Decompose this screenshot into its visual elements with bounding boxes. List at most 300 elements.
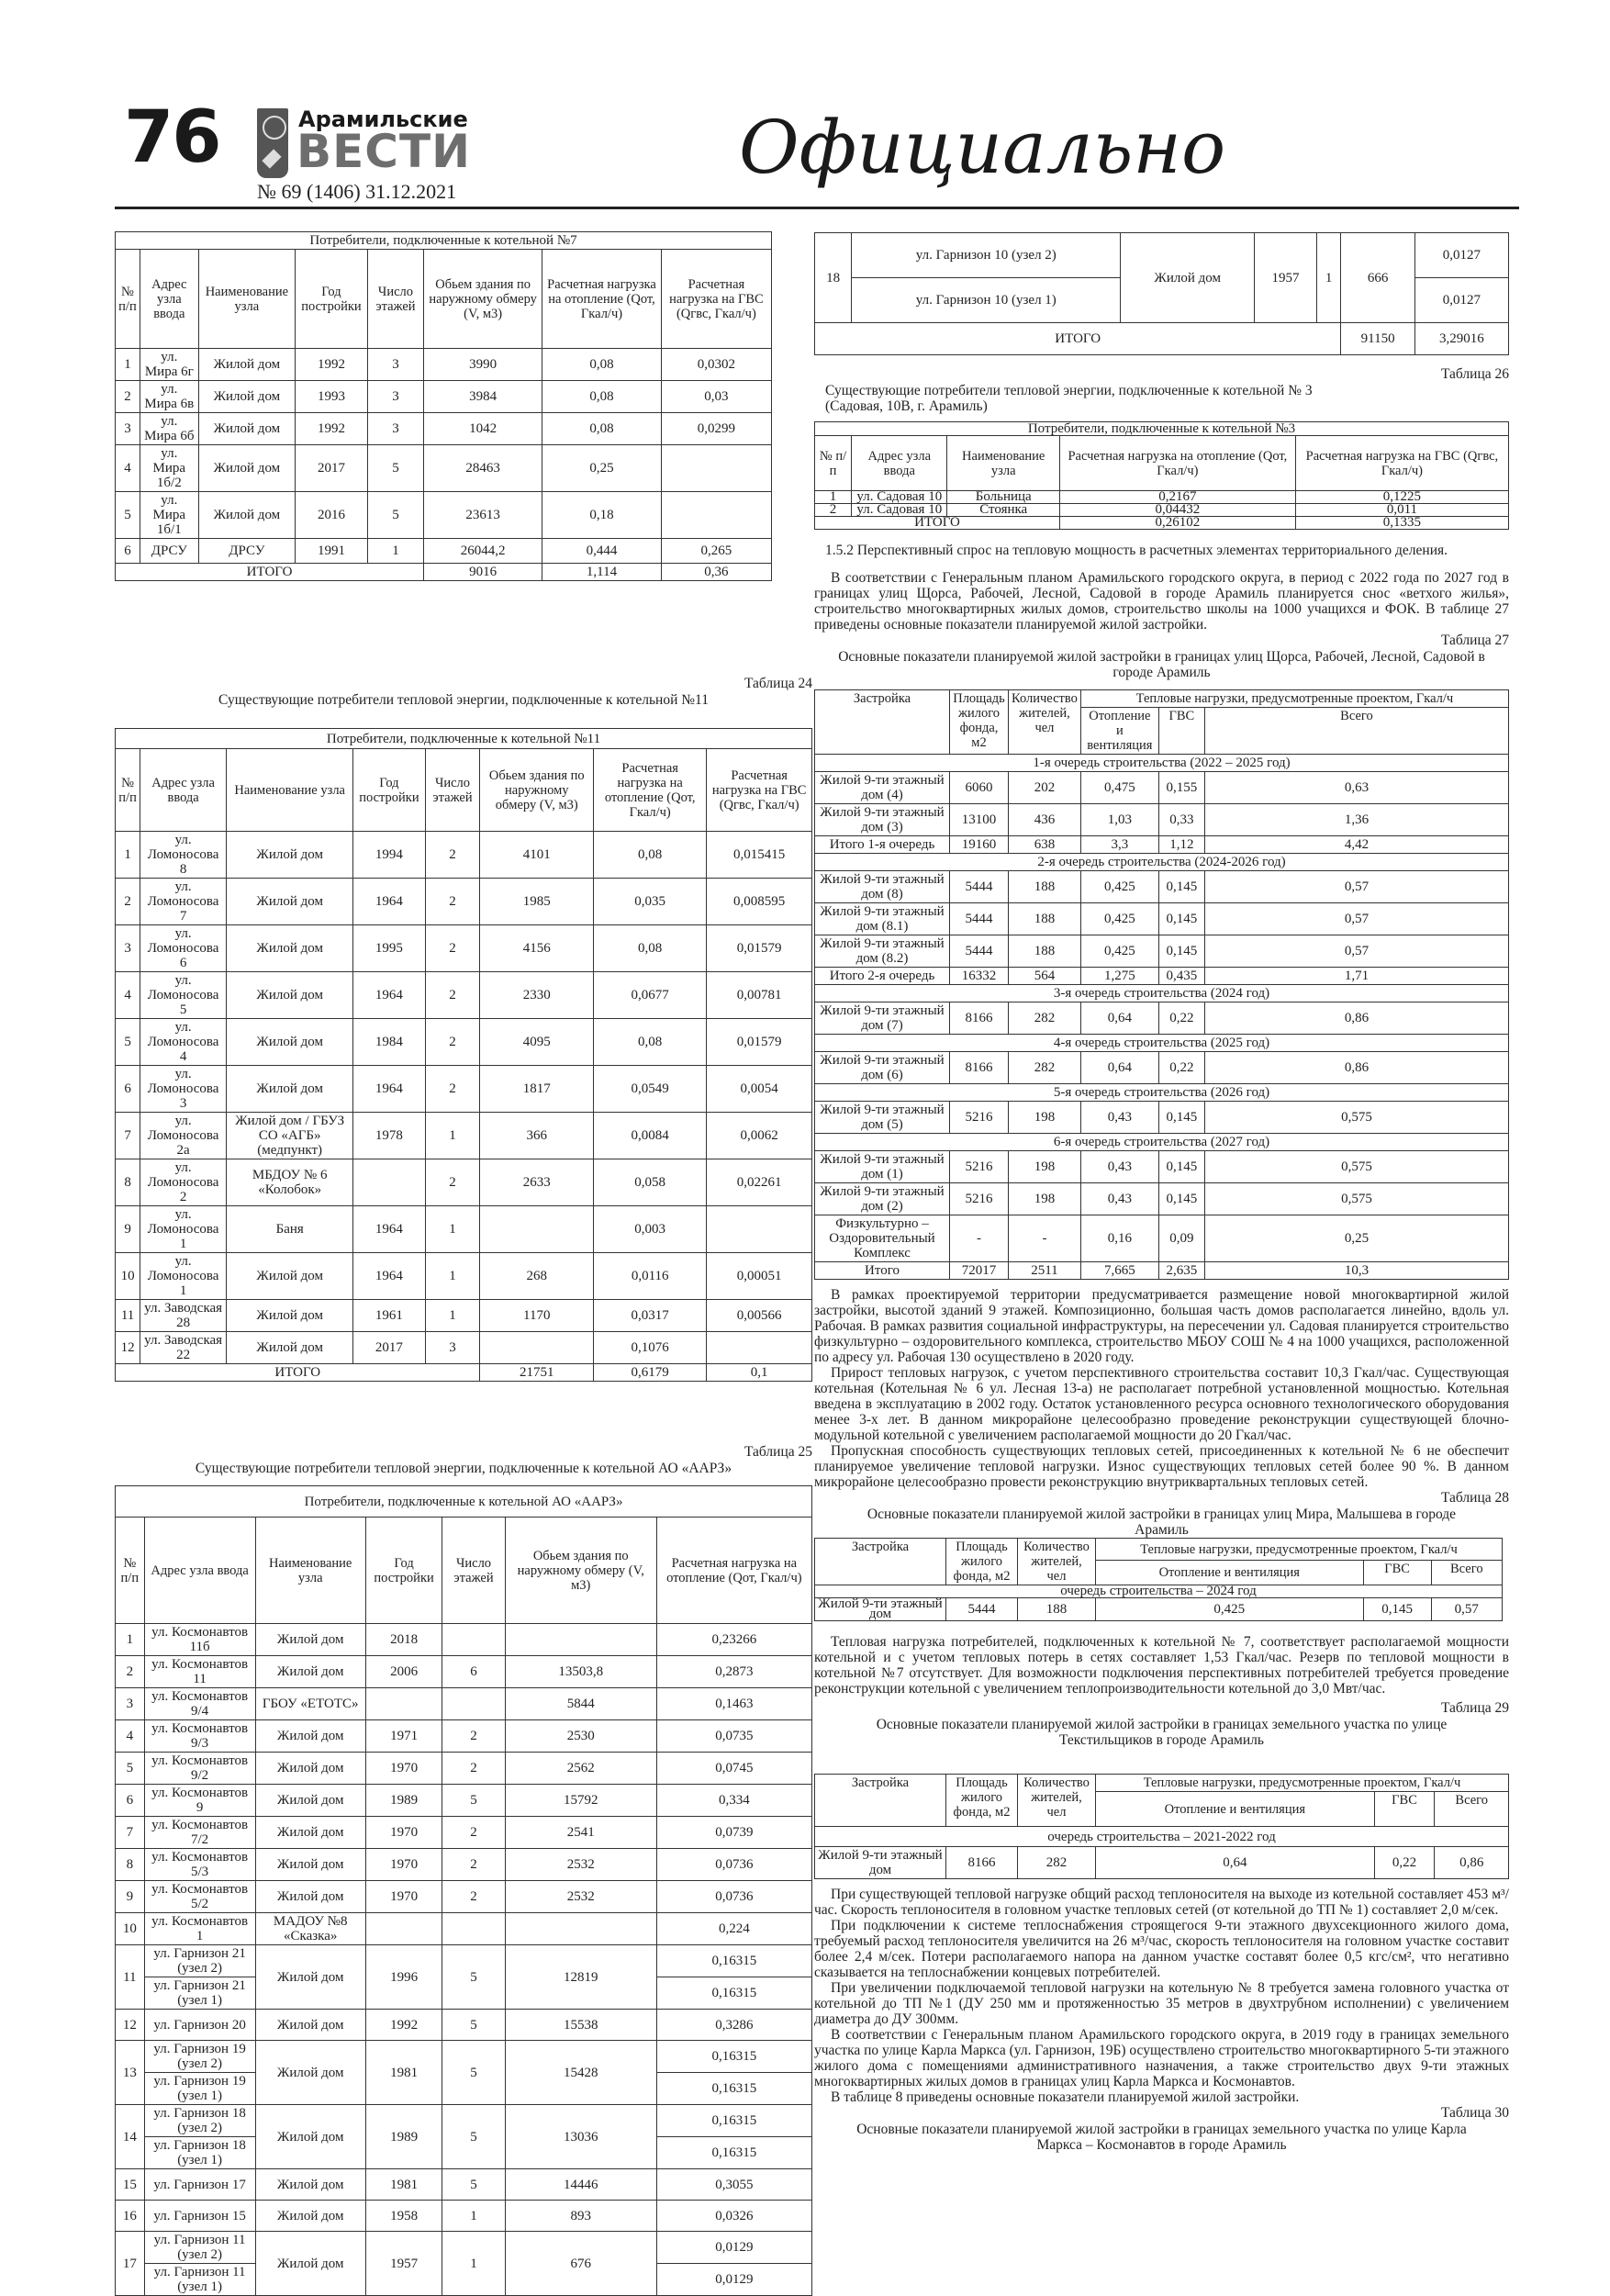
table-cell: 0,57 — [1431, 1598, 1502, 1621]
volume-cell: 13503,8 — [505, 1656, 656, 1688]
table-cell: 0,575 — [1204, 1102, 1508, 1134]
table-cell: 0,00051 — [707, 1253, 812, 1300]
table-cell: 2 — [425, 879, 480, 925]
table-cell: 0,18 — [542, 492, 662, 539]
table-cell: 4 — [116, 445, 140, 492]
table-cell: Жилой дом — [227, 1019, 353, 1066]
header-total: Всего — [1435, 1792, 1509, 1827]
paragraph: При подключении к системе теплоснабжения строящегося 9-ти этажного двухсекционного жилого дома, требуемый расход теплоносителя увеличится на 26 м³/час, скорость теплоносителя на головном участке составит более 2,4 м/сек. Потери располагаемого напора на данном участке составят более 0,5 кгс/см², что негативно сказывается на теплоснабжении концевых потребителей. — [814, 1918, 1509, 1980]
year-cell: 1992 — [365, 2010, 442, 2041]
table-cell: 16332 — [950, 968, 1009, 985]
table-cell: 0,57 — [1204, 903, 1508, 935]
table-title: Потребители, подключенные к котельной №11 — [116, 729, 812, 749]
heating-load-cell: 0,16315 — [656, 1977, 811, 2010]
floors-cell: 5 — [442, 2010, 506, 2041]
table-cell: ул. Ломоносова 7 — [140, 879, 227, 925]
table-caption: Основные показатели планируемой жилой застройки в границах земельного участка по улице Текстильщиков в городе Арамиль — [876, 1717, 1448, 1748]
volume-cell — [505, 1624, 656, 1656]
table-cell: ул. Ломоносова 5 — [140, 972, 227, 1019]
table-cell: 3 — [367, 349, 423, 381]
table-row — [116, 445, 772, 492]
table-cell: ул. Ломоносова 2 — [140, 1159, 227, 1206]
address-cell: ул. Космонавтов 5/2 — [144, 1881, 255, 1913]
table-cell: 0,43 — [1080, 1183, 1158, 1215]
issue-info: № 69 (1406) 31.12.2021 — [257, 180, 457, 203]
table-cell: 1042 — [424, 413, 542, 445]
table-cell: 2 — [425, 832, 480, 879]
address-cell: ул. Гарнизон 11 (узел 2) — [144, 2232, 255, 2264]
row-number: 1 — [116, 1624, 145, 1656]
table-cell: ул. Заводская 28 — [140, 1300, 227, 1332]
table-cell: 8166 — [946, 1847, 1018, 1879]
table-cell: 198 — [1009, 1102, 1081, 1134]
column-header: Наименование узла — [227, 749, 353, 832]
floors-cell: 5 — [442, 2105, 506, 2169]
table-cell: 0,0054 — [707, 1066, 812, 1113]
table-cell: 198 — [1009, 1183, 1081, 1215]
table-cell: 638 — [1009, 836, 1081, 854]
table-caption: Основные показатели планируемой жилой застройки в границах улиц Мира, Малышева в городе Арамиль — [866, 1506, 1457, 1538]
paragraph: В соответствии с Генеральным планом Арамильского городского округа, в период с 2022 года по 2027 год в границах улиц Щорса, Рабочей, Лесной, Садовой в городе Арамиль планируется снос «ветхого жилья», строительство многоквартирных жилых домов, строительство школы на 1000 учащихся и ФОК. В таблице 27 приведены основные показатели планируемой жилой застройки. — [814, 570, 1509, 633]
row-number: 7 — [116, 1817, 145, 1849]
year-cell: 1996 — [365, 1945, 442, 2010]
volume-cell: 15428 — [505, 2041, 656, 2105]
table-row — [815, 1215, 1509, 1262]
row-number: 2 — [116, 1656, 145, 1688]
table-cell: 5 — [116, 492, 140, 539]
table-cell: ул. Ломоносова 1 — [140, 1206, 227, 1253]
column-header: Год постройки — [296, 250, 368, 349]
table-cell: 11 — [116, 1300, 140, 1332]
table-cell: 8 — [116, 1159, 140, 1206]
table-row — [815, 968, 1509, 985]
table-cell: 1 — [815, 491, 852, 504]
table-cell: Жилой 9-ти этажный дом (8) — [815, 871, 950, 903]
table-cell: 3,3 — [1080, 836, 1158, 854]
table-cell: 0,01579 — [707, 1019, 812, 1066]
table-cell: 0,22 — [1158, 1052, 1204, 1084]
header-total: Всего — [1431, 1561, 1502, 1585]
table-28 — [814, 1538, 1503, 1621]
heating-load-cell: 0,3055 — [656, 2169, 811, 2201]
node-name-cell: Жилой дом — [255, 1753, 365, 1785]
table-cell: 7 — [116, 1113, 140, 1159]
header-area: Площадь жилого фонда, м2 — [946, 1539, 1018, 1585]
address-cell: ул. Гарнизон 21 (узел 2) — [144, 1945, 255, 1977]
table-row — [116, 349, 772, 381]
node-name-cell: Жилой дом — [255, 1817, 365, 1849]
table-cell: 0,155 — [1158, 772, 1204, 804]
table-cell: 0,02261 — [707, 1159, 812, 1206]
table-cell: Жилой 9-ти этажный дом (4) — [815, 772, 950, 804]
table-cell: Жилой дом — [198, 349, 295, 381]
header-area: Площадь жилого фонда, м2 — [946, 1775, 1018, 1827]
table-cell: 2 — [425, 972, 480, 1019]
table-cell: 0,1225 — [1295, 491, 1508, 504]
floors-cell: 2 — [442, 1817, 506, 1849]
table-cell: Жилой 9-ти этажный дом (5) — [815, 1102, 950, 1134]
table-cell: 0,64 — [1080, 1052, 1158, 1084]
column-header: Число этажей — [442, 1518, 506, 1624]
table-cell: 0,64 — [1080, 1002, 1158, 1035]
floors-cell: 6 — [442, 1656, 506, 1688]
table-cell: 0,00566 — [707, 1300, 812, 1332]
table-cell: 0,145 — [1158, 1151, 1204, 1183]
table-cell: 4 — [116, 972, 140, 1019]
table-cell: Жилой дом — [227, 1332, 353, 1364]
table-row — [116, 1159, 812, 1206]
column-header: Адрес узла ввода — [140, 250, 198, 349]
heating-load-cell: 0,0127 — [1414, 233, 1508, 278]
table-row — [815, 772, 1509, 804]
total-gvs: 0,36 — [661, 564, 771, 581]
total-heating: 0,6179 — [594, 1364, 707, 1382]
table-cell: 2016 — [296, 492, 368, 539]
page-number: 76 — [124, 96, 220, 179]
table-cell: 282 — [1018, 1847, 1096, 1879]
total-heating: 0,26102 — [1059, 517, 1295, 530]
table-cell: 1 — [116, 349, 140, 381]
table-cell: 5444 — [946, 1598, 1018, 1621]
table-row — [815, 1183, 1509, 1215]
table-cell: 282 — [1009, 1002, 1081, 1035]
column-header: № п/п — [116, 250, 140, 349]
table-cell: 2 — [425, 1066, 480, 1113]
table-cell: ул. Ломоносова 3 — [140, 1066, 227, 1113]
node-name-cell: Жилой дом — [255, 1785, 365, 1817]
node-name-cell: Жилой дом — [255, 2041, 365, 2105]
table-cell: 1 — [116, 832, 140, 879]
header-heat: Отопление и вентиляция — [1096, 1792, 1375, 1827]
node-name-cell: МАДОУ №8 «Сказка» — [255, 1913, 365, 1945]
table-25 — [115, 1485, 812, 2296]
table-number: Таблица 24 — [744, 676, 812, 691]
table-cell: 10 — [116, 1253, 140, 1300]
table-row — [815, 1052, 1509, 1084]
table-cell: 188 — [1018, 1598, 1096, 1621]
table-cell: ул. Мира 1б/1 — [140, 492, 198, 539]
heating-load-cell: 0,1463 — [656, 1688, 811, 1720]
table-cell: 282 — [1009, 1052, 1081, 1084]
heating-load-cell: 0,16315 — [656, 2137, 811, 2169]
table-cell: 564 — [1009, 968, 1081, 985]
table-cell: 0,22 — [1158, 1002, 1204, 1035]
node-name-cell: Жилой дом — [255, 1881, 365, 1913]
table-title: Потребители, подключенные к котельной №7 — [116, 232, 772, 250]
table-cell: 0,86 — [1204, 1052, 1508, 1084]
table-cell: ДРСУ — [140, 539, 198, 564]
table-cell: Больница — [947, 491, 1060, 504]
header-gvs: ГВС — [1363, 1561, 1431, 1585]
table-cell: 0,2167 — [1059, 491, 1295, 504]
table-cell: Жилой 9-ти этажный дом (8.2) — [815, 935, 950, 968]
table-cell: 1985 — [480, 879, 594, 925]
table-cell: 1964 — [353, 972, 425, 1019]
table-cell: 5216 — [950, 1151, 1009, 1183]
table-cell: Жилой 9-ти этажный дом (3) — [815, 804, 950, 836]
table-cell: ул. Садовая 10 — [852, 504, 947, 517]
table-row — [116, 1656, 812, 1688]
paragraph: В таблице 8 приведены основные показатели планируемой жилой застройки. — [831, 2089, 1300, 2105]
column-header: Расчетная нагрузка на отопление (Qот, Гкал/ч) — [594, 749, 707, 832]
address-cell: ул. Гарнизон 19 (узел 1) — [144, 2073, 255, 2105]
table-cell: 19160 — [950, 836, 1009, 854]
table-cell: 6060 — [950, 772, 1009, 804]
total-volume: 21751 — [480, 1364, 594, 1382]
table-cell: 2633 — [480, 1159, 594, 1206]
header-heat: Отопление и вентиляция — [1080, 708, 1158, 755]
table-cell: 0,25 — [542, 445, 662, 492]
header-loads: Тепловые нагрузки, предусмотренные проектом, Гкал/ч — [1080, 690, 1508, 708]
year-cell: 1981 — [365, 2169, 442, 2201]
table-row — [116, 1253, 812, 1300]
table-cell: 6 — [116, 1066, 140, 1113]
table-cell: 10,3 — [1204, 1262, 1508, 1280]
year-cell: 1957 — [365, 2232, 442, 2296]
table-cell — [480, 1206, 594, 1253]
column-header: Год постройки — [353, 749, 425, 832]
table-cell: 2 — [815, 504, 852, 517]
node-name-cell: Жилой дом — [255, 1945, 365, 2010]
table-cell: 4,42 — [1204, 836, 1508, 854]
table-cell: 188 — [1009, 871, 1081, 903]
table-row — [116, 492, 772, 539]
table-cell: 2017 — [296, 445, 368, 492]
table-cell: 0,08 — [594, 832, 707, 879]
table-cell: 0,16 — [1080, 1215, 1158, 1262]
address-cell: ул. Гарнизон 15 — [144, 2201, 255, 2232]
table-cell: 1 — [425, 1113, 480, 1159]
volume-cell: 15792 — [505, 1785, 656, 1817]
table-row — [116, 539, 772, 564]
address-cell: ул. Гарнизон 11 (узел 1) — [144, 2264, 255, 2296]
table-cell: Жилой 9-ти этажный дом (8.1) — [815, 903, 950, 935]
table-row — [116, 1913, 812, 1945]
table-cell — [707, 1332, 812, 1364]
table-cell: ул. Мира 6б — [140, 413, 198, 445]
column-header: Наименование узла — [947, 436, 1060, 491]
table-cell: 2330 — [480, 972, 594, 1019]
table-cell: 5 — [116, 1019, 140, 1066]
paragraph: Прирост тепловых нагрузок, с учетом перспективного строительства составит 10,3 Гкал/час. Существующая котельная (Котельная № 6 ул. Лесная 13-а) не располагает потребной установленной мощностью. Котельная введена в эксплуатацию в 2002 году. Остаток установленного ресурса основного технологического оборудования менее 3-х лет. В данном микрорайоне целесообразно проведение реконструкции существующей блочно-модульной котельной с увеличением располагаемой мощности до 20 Гкал/час. — [814, 1365, 1509, 1443]
volume-cell: 2541 — [505, 1817, 656, 1849]
table-cell: Жилой 9-ти этажный дом — [815, 1847, 946, 1879]
table-cell: 0,0116 — [594, 1253, 707, 1300]
table-row — [116, 1206, 812, 1253]
floors-cell: 2 — [442, 1720, 506, 1753]
address-cell: ул. Гарнизон 18 (узел 2) — [144, 2105, 255, 2137]
table-cell: 3 — [425, 1332, 480, 1364]
column-header: Расчетная нагрузка на отопление (Qот, Гкал/ч) — [656, 1518, 811, 1624]
table-cell: 0,08 — [542, 381, 662, 413]
table-cell: 5216 — [950, 1183, 1009, 1215]
table-cell: Итого — [815, 1262, 950, 1280]
table-cell: ДРСУ — [198, 539, 295, 564]
table-row — [116, 2201, 812, 2232]
table-cell: 2511 — [1009, 1262, 1081, 1280]
year-cell: 1970 — [365, 1849, 442, 1881]
table-number: Таблица 26 — [1440, 366, 1509, 382]
year-cell: 1970 — [365, 1817, 442, 1849]
year-cell: 1970 — [365, 1753, 442, 1785]
table-number: Таблица 30 — [1440, 2105, 1509, 2121]
header-people: Количество жителей, чел — [1009, 690, 1081, 755]
table-row — [116, 2105, 812, 2137]
table-cell: Итого 1-я очередь — [815, 836, 950, 854]
table-number: Таблица 27 — [1440, 633, 1509, 648]
table-cell: 2 — [425, 925, 480, 972]
table-row — [815, 1151, 1509, 1183]
table-cell: Жилой 9-ти этажный дом (1) — [815, 1151, 950, 1183]
table-cell: Жилой дом — [227, 1300, 353, 1332]
node-name-cell: ГБОУ «ЕТОТС» — [255, 1688, 365, 1720]
table-cell: 2 — [425, 1019, 480, 1066]
volume-cell: 5844 — [505, 1688, 656, 1720]
table-cell: - — [1009, 1215, 1081, 1262]
table-cell: 1 — [367, 539, 423, 564]
table-caption: Существующие потребители тепловой энергии, подключенные к котельной №11 — [218, 692, 709, 708]
table-row — [116, 2041, 812, 2073]
volume-cell: 13036 — [505, 2105, 656, 2169]
stage-row: очередь строительства – 2021-2022 год — [815, 1827, 1509, 1847]
table-cell: 3 — [116, 925, 140, 972]
node-name-cell: Жилой дом — [255, 1849, 365, 1881]
table-cell: 2017 — [353, 1332, 425, 1364]
table-row — [815, 804, 1509, 836]
table-cell: 0,0084 — [594, 1113, 707, 1159]
node-name-cell: Жилой дом — [255, 1656, 365, 1688]
volume-cell: 2562 — [505, 1753, 656, 1785]
row-number: 13 — [116, 2041, 145, 2105]
total-gvs: 0,1 — [707, 1364, 812, 1382]
total-heating: 1,114 — [542, 564, 662, 581]
table-cell: 1 — [425, 1253, 480, 1300]
table-cell: 188 — [1009, 903, 1081, 935]
table-cell: 0,003 — [594, 1206, 707, 1253]
table-cell: 0,265 — [661, 539, 771, 564]
floors-cell: 5 — [442, 1945, 506, 2010]
table-cell: Жилой дом — [198, 413, 295, 445]
row-number: 9 — [116, 1881, 145, 1913]
paragraph: Тепловая нагрузка потребителей, подключенных к котельной № 7, соответствует располагаемой мощности котельной и с учетом тепловых потерь в сетях составляет 1,53 Гкал/час. Резерв по тепловой мощности в котельной №7 отсутствует. Для возможности подключения перспективных потребителей требуется проведение реконструкции котельной с увеличением теплопроизводительности котельной до 3,0 Мвт/час. — [814, 1634, 1509, 1697]
table-cell: Жилой дом / ГБУЗ СО «АГБ» (медпункт) — [227, 1113, 353, 1159]
heating-load-cell: 0,16315 — [656, 2041, 811, 2073]
volume-cell: 12819 — [505, 1945, 656, 2010]
table-cell: 198 — [1009, 1151, 1081, 1183]
year-cell: 2006 — [365, 1656, 442, 1688]
heating-load-cell: 0,16315 — [656, 2073, 811, 2105]
table-row — [815, 935, 1509, 968]
table-cell: 1964 — [353, 879, 425, 925]
table-row — [116, 2169, 812, 2201]
address-cell: ул. Гарнизон 17 — [144, 2169, 255, 2201]
table-row — [116, 2010, 812, 2041]
table-row — [116, 972, 812, 1019]
row-number: 16 — [116, 2201, 145, 2232]
address-cell: ул. Гарнизон 20 — [144, 2010, 255, 2041]
table-cell: Итого 2-я очередь — [815, 968, 950, 985]
table-cell: Стоянка — [947, 504, 1060, 517]
paragraph: При существующей тепловой нагрузке общий расход теплоносителя на выходе из котельной составляет 453 м³/час. Скорость теплоносителя в головном участке тепловых сетей (от котельной до ТП № 1) составляет 2,0 м/сек. — [814, 1887, 1509, 1918]
table-cell: 5444 — [950, 903, 1009, 935]
heating-load-cell: 0,0127 — [1414, 278, 1508, 323]
header-gvs: ГВС — [1158, 708, 1204, 755]
table-cell: Физкультурно – Оздоровительный Комплекс — [815, 1215, 950, 1262]
table-row — [116, 1300, 812, 1332]
table-cell — [480, 1332, 594, 1364]
header-heat: Отопление и вентиляция — [1096, 1561, 1364, 1585]
table-cell: 188 — [1009, 935, 1081, 968]
heating-load-cell: 0,0739 — [656, 1817, 811, 1849]
paragraph: При увеличении подключаемой тепловой нагрузки на котельную № 8 требуется замена головного участка от котельной до ТП №1 (ДУ 250 мм и протяженностью 35 метров в двухтрубном исполнении) с увеличением диаметра до ДУ 300мм. — [814, 1980, 1509, 2027]
header-build: Застройка — [815, 1775, 946, 1827]
volume-cell: 14446 — [505, 2169, 656, 2201]
stage-row: 4-я очередь строительства (2025 год) — [815, 1035, 1509, 1052]
table-cell: ул. Ломоносова 8 — [140, 832, 227, 879]
row-number: 10 — [116, 1913, 145, 1945]
column-header: Адрес узла ввода — [852, 436, 947, 491]
table-cell: 0,575 — [1204, 1151, 1508, 1183]
row-number: 8 — [116, 1849, 145, 1881]
table-cell: 3 — [367, 381, 423, 413]
masthead — [115, 96, 1519, 203]
table-cell: Жилой дом — [227, 1066, 353, 1113]
paragraph: В соответствии с Генеральным планом Арамильского городского округа, в 2019 году в границах земельного участка по улице Карла Маркса (ул. Гарнизон, 19Б) осуществлено строительство многоквартирного 5-ти этажного жилого дома с помещениями административного назначения, а также строительство двух 9-ти этажных многоквартирных жилых домов в границах улиц Карла Маркса и Космонавтов. — [814, 2027, 1509, 2089]
row-number: 17 — [116, 2232, 145, 2296]
column-header: Наименование узла — [198, 250, 295, 349]
column-header: Число этажей — [425, 749, 480, 832]
table-cell: МБДОУ № 6 «Колобок» — [227, 1159, 353, 1206]
table-cell: 9 — [116, 1206, 140, 1253]
floors-cell: 2 — [442, 1881, 506, 1913]
table-cell: 0,08 — [594, 1019, 707, 1066]
table-cell: 0,22 — [1374, 1847, 1435, 1879]
table-cell: ул. Ломоносова 4 — [140, 1019, 227, 1066]
table-cell: 8166 — [950, 1002, 1009, 1035]
table-cell: 1,36 — [1204, 804, 1508, 836]
table-cell: 0,0677 — [594, 972, 707, 1019]
table-cell: 0,33 — [1158, 804, 1204, 836]
table-cell: 0,09 — [1158, 1215, 1204, 1262]
table-cell: 1964 — [353, 1066, 425, 1113]
table-cell: 0,145 — [1158, 903, 1204, 935]
node-name-cell: Жилой дом — [255, 2105, 365, 2169]
table-cell: Жилой дом — [227, 1253, 353, 1300]
volume-cell: 2530 — [505, 1720, 656, 1753]
table-cell: 0,035 — [594, 879, 707, 925]
volume-cell: 2532 — [505, 1881, 656, 1913]
floors-cell — [442, 1624, 506, 1656]
table-cell: 0,444 — [542, 539, 662, 564]
header-rule — [115, 207, 1519, 209]
table-cell: 0,86 — [1204, 1002, 1508, 1035]
table-row — [116, 1624, 812, 1656]
table-caption: Основные показатели планируемой жилой застройки в границах земельного участка по улице Карла Маркса – Космонавтов в городе Арамиль — [856, 2122, 1467, 2153]
table-cell — [353, 1159, 425, 1206]
table-cell — [661, 492, 771, 539]
year-cell: 1958 — [365, 2201, 442, 2232]
year-cell: 2018 — [365, 1624, 442, 1656]
table-cell: 0,43 — [1080, 1102, 1158, 1134]
paragraph: Пропускная способность существующих тепловых сетей, присоединенных к котельной № 6 не обеспечит планируемое увеличение тепловой нагрузки. Износ существующих тепловых сетей более 90 %. В данном микрорайоне целесообразно провести реконструкцию внутриквартальных тепловых сетей. — [814, 1443, 1509, 1490]
address-cell: ул. Космонавтов 9/4 — [144, 1688, 255, 1720]
year-cell: 1989 — [365, 2105, 442, 2169]
table-caption: Существующие потребители тепловой энергии, подключенные к котельной АО «ААРЗ» — [195, 1461, 732, 1476]
table-cell: 3984 — [424, 381, 542, 413]
stage-row: 5-я очередь строительства (2026 год) — [815, 1084, 1509, 1102]
address-cell: ул. Гарнизон 19 (узел 2) — [144, 2041, 255, 2073]
table-cell: 0,575 — [1204, 1183, 1508, 1215]
